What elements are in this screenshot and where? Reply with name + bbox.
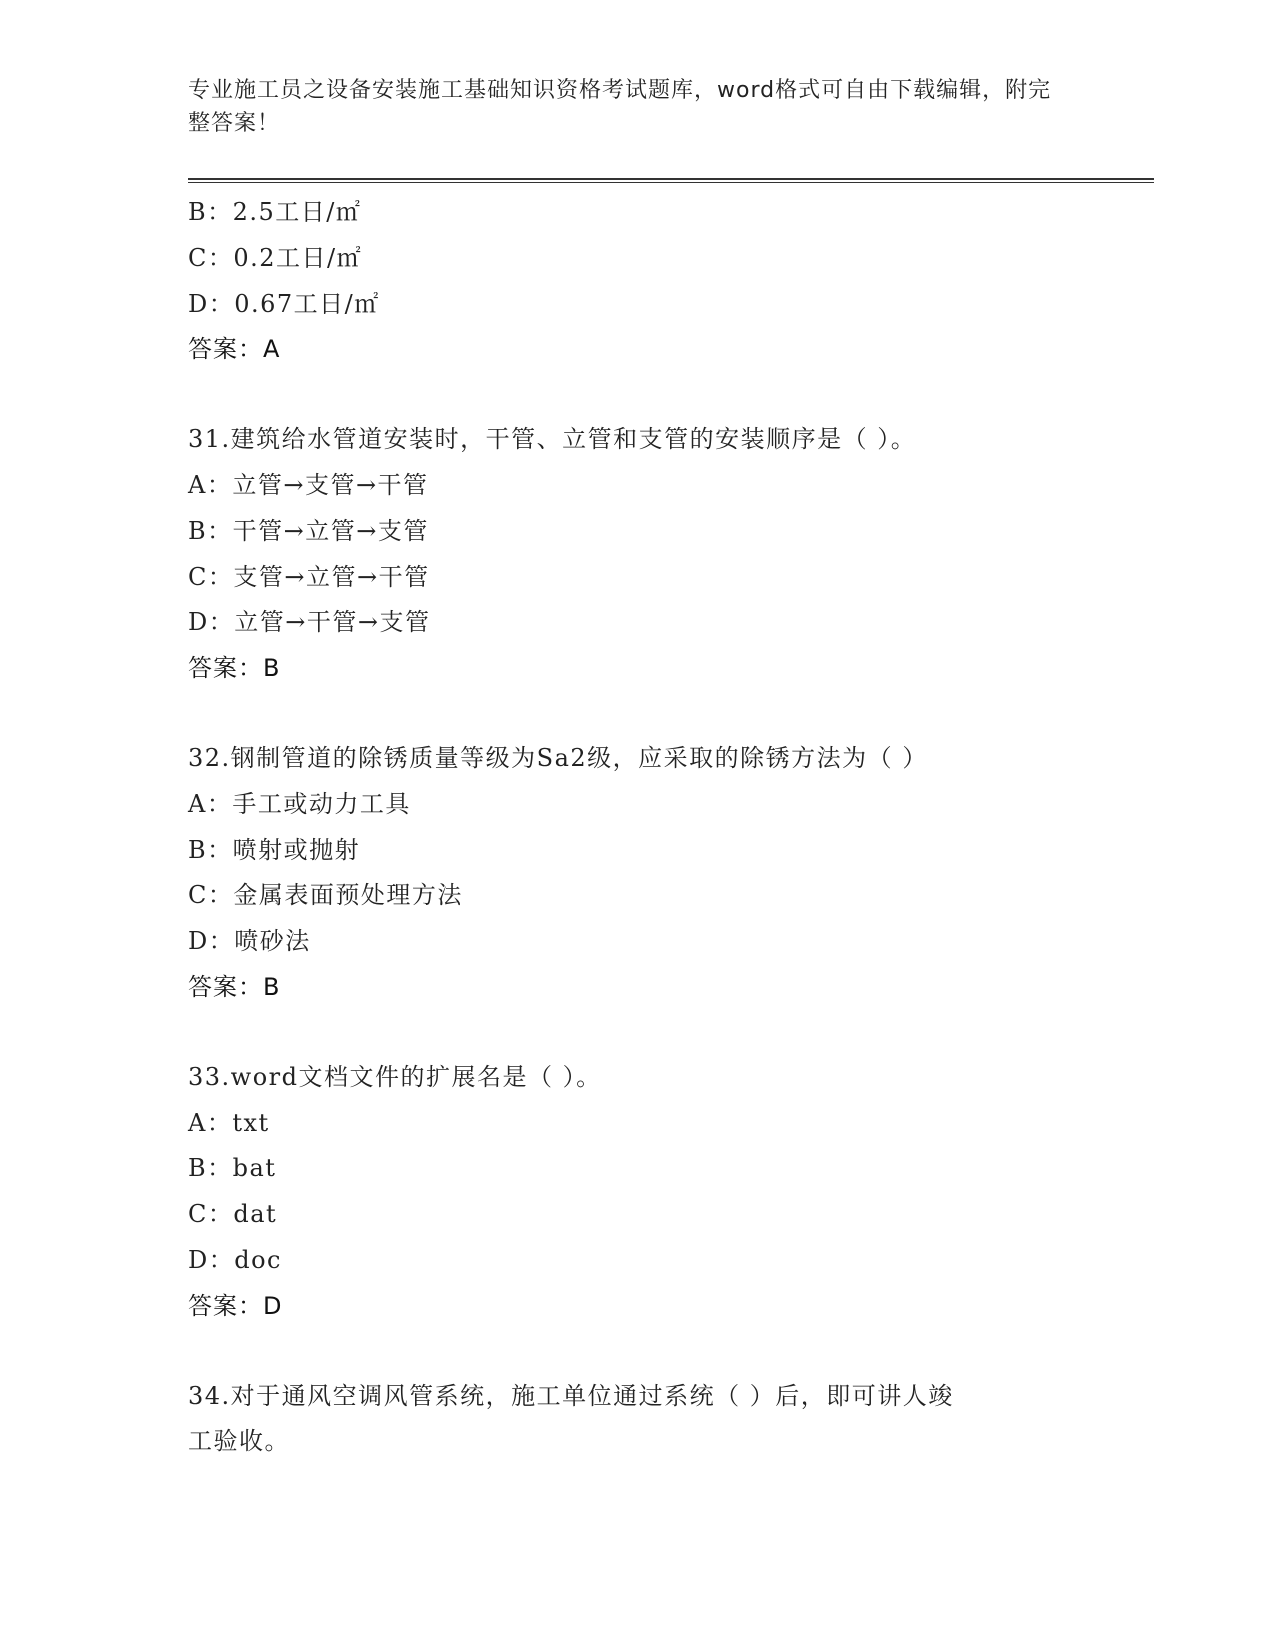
option-c: C：支管→立管→干管 xyxy=(188,562,430,591)
answer-line: 答案：B xyxy=(188,972,281,1001)
header-divider xyxy=(188,178,1154,183)
question-block-33 xyxy=(188,1055,1088,1330)
option-a: A：txt xyxy=(188,1108,270,1137)
document-header: 专业施工员之设备安装施工基础知识资格考试题库，word格式可自由下载编辑，附完整答案！ xyxy=(188,78,1052,136)
answer-line: 答案：A xyxy=(188,335,281,364)
answer-line: 答案：D xyxy=(188,1291,283,1320)
question-block-31 xyxy=(188,417,1088,692)
question-stem: 31.建筑给水管道安装时，干管、立管和支管的安装顺序是（ ）。 xyxy=(188,425,917,454)
option-d: D：0.67工日/㎡ xyxy=(188,289,380,318)
option-a: A：手工或动力工具 xyxy=(188,789,411,818)
question-stem: 32.钢制管道的除锈质量等级为Sa2级，应采取的除锈方法为（ ） xyxy=(188,743,928,772)
option-c: C：dat xyxy=(188,1200,278,1229)
question-list xyxy=(188,190,1088,1465)
question-stem-continued: 工验收。 xyxy=(188,1427,290,1456)
option-b: B：bat xyxy=(188,1154,277,1183)
option-d: D：喷砂法 xyxy=(188,927,311,956)
option-c: C：0.2工日/㎡ xyxy=(188,243,363,272)
question-stem: 34.对于通风空调风管系统，施工单位通过系统（ ）后，即可讲人竣 xyxy=(188,1381,954,1410)
question-block-30 xyxy=(188,190,1088,373)
option-b: B：喷射或抛射 xyxy=(188,835,361,864)
question-block-34 xyxy=(188,1374,1088,1466)
question-block-32 xyxy=(188,736,1088,1011)
option-b: B：干管→立管→支管 xyxy=(188,516,429,545)
option-b: B：2.5工日/㎡ xyxy=(188,198,362,226)
option-d: D：doc xyxy=(188,1245,282,1274)
answer-line: 答案：B xyxy=(188,654,281,683)
option-d: D：立管→干管→支管 xyxy=(188,608,431,637)
question-stem: 33.word文档文件的扩展名是（ ）。 xyxy=(188,1062,602,1091)
option-c: C：金属表面预处理方法 xyxy=(188,881,463,910)
option-a: A：立管→支管→干管 xyxy=(188,470,429,499)
